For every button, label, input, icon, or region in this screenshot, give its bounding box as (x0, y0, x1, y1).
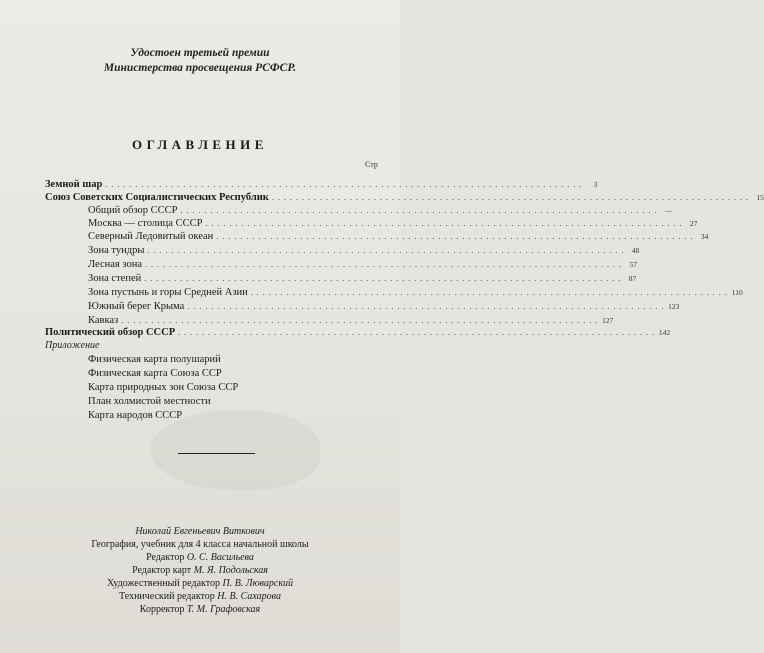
editor-role: Редактор (146, 552, 185, 563)
author-name: Николай Евгеньевич Виткович (135, 526, 265, 537)
leader-dots: . . . . . . . . . . . . . . . . . . . . . . . . . . . . . . . . . . . . . . . . . . . . . . . . . . . . . . . . . . . . . . . . . . . . . . . . . . . . . . . . (180, 206, 658, 215)
toc-entry-label: Союз Советских Социалистических Республик (45, 192, 269, 203)
editor-credit (0, 551, 400, 565)
toc-entry-label: Зона степей (88, 273, 142, 284)
toc-entry-label: Земной шар (45, 179, 103, 190)
appendix-label: Приложение (45, 340, 100, 351)
toc-entry-label: Южный берег Крыма (88, 301, 185, 312)
toc-entry (88, 300, 680, 313)
toc-entry-page: 34 (700, 232, 709, 241)
toc-entry-page: 87 (628, 274, 637, 283)
toc-entry (88, 204, 673, 217)
toc-entry-page: 142 (658, 328, 671, 337)
toc-entry (45, 326, 671, 339)
appendix-item: Карта природных зон Союза ССР (88, 382, 239, 393)
toc-entry-page: 15 (756, 193, 764, 202)
toc-entry (88, 230, 709, 243)
toc-title: ОГЛАВЛЕНИЕ (132, 137, 268, 152)
award-line-1: Удостоен третьей премии (130, 47, 270, 59)
toc-entry-page: — (665, 206, 673, 215)
toc-entry-label: Лесная зона (88, 259, 142, 270)
tech-editor-name: Н. В. Сахарова (217, 591, 281, 602)
leader-dots: . . . . . . . . . . . . . . . . . . . . . . . . . . . . . . . . . . . . . . . . . . . . . . . . . . . . . . . . . . . . . . . . . . . . . . . . . . . . . . . . (216, 232, 694, 241)
toc-entry-label: Кавказ (88, 315, 119, 326)
proofreader-credit (0, 603, 400, 617)
toc-entry-label: Северный Ледовитый океан (88, 231, 214, 242)
toc-entry-page: 127 (601, 316, 614, 325)
bleed-through-illustration (150, 410, 320, 490)
toc-entry-page: 27 (689, 219, 698, 228)
toc-entry-label: Общий обзор СССР (88, 205, 178, 216)
maps-editor-name: М. Я. Подольская (193, 565, 268, 576)
tech-editor-role: Технический редактор (119, 591, 215, 602)
leader-dots: . . . . . . . . . . . . . . . . . . . . . . . . . . . . . . . . . . . . . . . . . . . . . . . . . . . . . . . . . . . . . . . . . . . . . . . . . . . . . . . . (187, 302, 665, 311)
award-line-2: Министерства просвещения РСФСР. (103, 62, 297, 74)
leader-dots: . . . . . . . . . . . . . . . . . . . . . . . . . . . . . . . . . . . . . . . . . . . . . . . . . . . . . . . . . . . . . . . . . . . . . . . . . . . . . . . . (271, 193, 749, 202)
toc-entry-label: Москва — столица СССР (88, 218, 203, 229)
leader-dots: . . . . . . . . . . . . . . . . . . . . . . . . . . . . . . . . . . . . . . . . . . . . . . . . . . . . . . . . . . . . . . . . . . . . . . . . . . . . . . . . (250, 288, 728, 297)
toc-entry-page: 123 (668, 302, 680, 311)
toc-entry (45, 191, 764, 204)
appendix-item: Физическая карта полушарий (88, 354, 221, 365)
art-editor-role: Художественный редактор (106, 578, 220, 589)
toc-entry-page: 3 (593, 180, 598, 189)
toc-entry-page: 110 (731, 288, 743, 297)
maps-editor-credit (0, 564, 400, 578)
art-editor-credit (0, 577, 400, 591)
toc-entry (88, 272, 637, 285)
maps-editor-role: Редактор карт (132, 565, 192, 576)
toc-entry-page: 57 (629, 260, 637, 269)
book-description: География, учебник для 4 класса начальной школы (91, 539, 309, 550)
leader-dots: . . . . . . . . . . . . . . . . . . . . . . . . . . . . . . . . . . . . . . . . . . . . . . . . . . . . . . . . . . . . . . . . . . . . . . . . . . . . . . . . (121, 316, 599, 325)
leader-dots: . . . . . . . . . . . . . . . . . . . . . . . . . . . . . . . . . . . . . . . . . . . . . . . . . . . . . . . . . . . . . . . . . . . . . . . . . . . . . . . . (205, 219, 683, 228)
tech-editor-credit (0, 590, 400, 604)
appendix-item: Карта народов СССР (88, 410, 183, 421)
appendix-item: План холмистой местности (88, 396, 211, 407)
editor-name: О. С. Васильева (186, 552, 254, 563)
proofreader-role: Корректор (139, 604, 185, 615)
leader-dots: . . . . . . . . . . . . . . . . . . . . . . . . . . . . . . . . . . . . . . . . . . . . . . . . . . . . . . . . . . . . . . . . . . . . . . . . . . . . . . . . (105, 180, 583, 189)
leader-dots: . . . . . . . . . . . . . . . . . . . . . . . . . . . . . . . . . . . . . . . . . . . . . . . . . . . . . . . . . . . . . . . . . . . . . . . . . . . . . . . . (144, 274, 622, 283)
toc-entry-label: Зона тундры (88, 245, 145, 256)
appendix-item: Физическая карта Союза ССР (88, 368, 222, 379)
toc-entry (45, 178, 598, 191)
leader-dots: . . . . . . . . . . . . . . . . . . . . . . . . . . . . . . . . . . . . . . . . . . . . . . . . . . . . . . . . . . . . . . . . . . . . . . . . . . . . . . . . (144, 260, 622, 269)
toc-entry (88, 244, 640, 257)
toc-entry-page: 48 (631, 246, 640, 255)
toc-entry-label: Зона пустынь и горы Средней Азии (88, 287, 248, 298)
toc-entry (88, 286, 743, 299)
section-divider (178, 453, 255, 454)
art-editor-name: П. В. Люварский (222, 578, 294, 589)
proofreader-name: Т. М. Графовская (186, 604, 261, 615)
leader-dots: . . . . . . . . . . . . . . . . . . . . . . . . . . . . . . . . . . . . . . . . . . . . . . . . . . . . . . . . . . . . . . . . . . . . . . . . . . . . . . . . (147, 246, 625, 255)
toc-entry (88, 217, 698, 230)
toc-entry-label: Политический обзор СССР (45, 327, 176, 338)
toc-entry (88, 258, 637, 271)
page-column-label: Стр (365, 160, 378, 169)
leader-dots: . . . . . . . . . . . . . . . . . . . . . . . . . . . . . . . . . . . . . . . . . . . . . . . . . . . . . . . . . . . . . . . . . . . . . . . . . . . . . . . . (178, 328, 656, 337)
